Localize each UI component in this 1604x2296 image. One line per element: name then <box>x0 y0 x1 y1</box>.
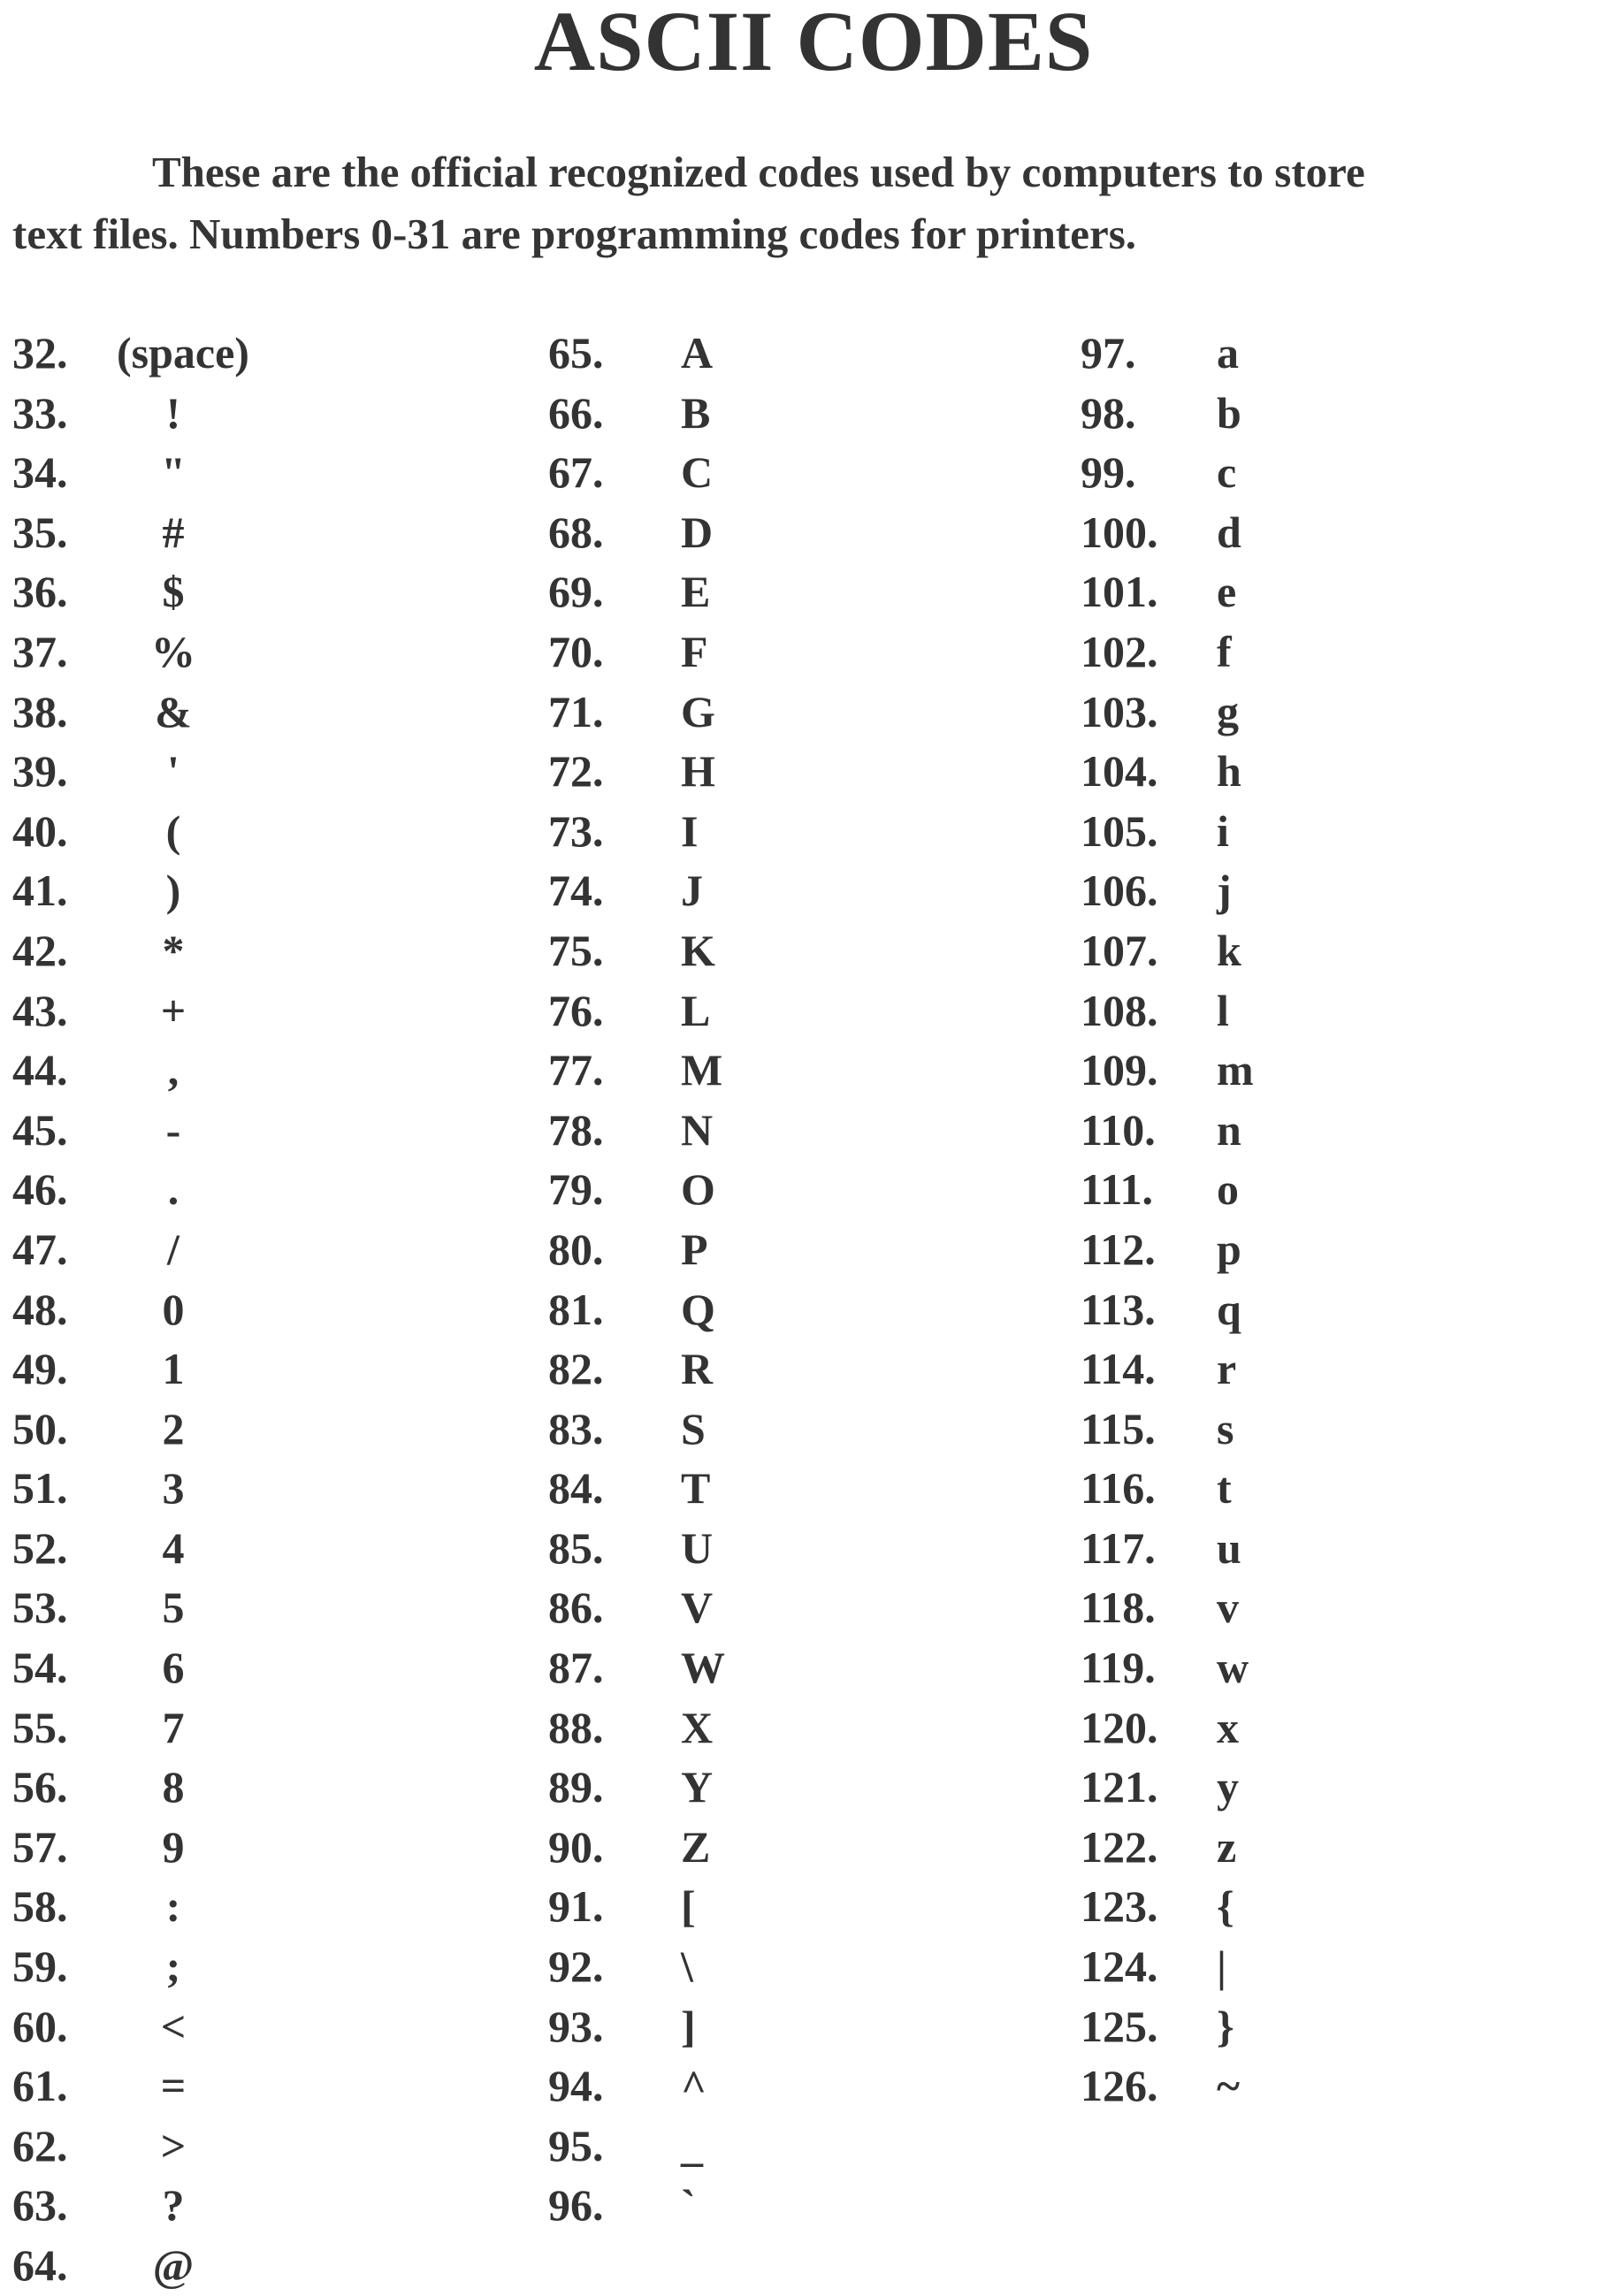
ascii-character: ] <box>681 2001 696 2051</box>
ascii-character: \ <box>681 1941 693 1992</box>
ascii-code-number: 69. <box>548 567 604 617</box>
ascii-character: U <box>681 1522 714 1573</box>
ascii-character: h <box>1217 746 1241 797</box>
ascii-code-number: 111. <box>1081 1164 1153 1215</box>
ascii-character: j <box>1217 866 1232 916</box>
ascii-code-number: 125. <box>1081 2001 1158 2051</box>
ascii-entry <box>12 622 249 683</box>
ascii-code-number: 104. <box>1081 746 1158 797</box>
ascii-entry <box>12 384 249 444</box>
ascii-code-number: 118. <box>1081 1583 1156 1633</box>
ascii-code-number: 45. <box>12 1104 68 1155</box>
document-title: ASCII CODES <box>533 0 1094 88</box>
ascii-entry <box>548 1937 760 1997</box>
ascii-character: ! <box>165 387 181 438</box>
ascii-entry <box>548 384 760 444</box>
ascii-character: { <box>1217 1881 1234 1932</box>
ascii-code-number: 41. <box>12 866 68 916</box>
ascii-code-number: 46. <box>12 1164 68 1215</box>
ascii-character: 8 <box>162 1762 185 1812</box>
ascii-entry <box>12 503 249 563</box>
ascii-code-number: 102. <box>1081 626 1158 676</box>
ascii-character: / <box>167 1224 179 1274</box>
ascii-character: ; <box>165 1941 181 1992</box>
ascii-character: 7 <box>162 1702 185 1752</box>
ascii-character: 2 <box>162 1403 185 1453</box>
ascii-code-number: 72. <box>548 746 604 797</box>
ascii-entry <box>12 2117 249 2177</box>
ascii-entry <box>548 861 760 921</box>
ascii-code-number: 60. <box>12 2001 68 2051</box>
ascii-code-number: 75. <box>548 925 604 975</box>
ascii-entry <box>548 622 760 683</box>
ascii-character: . <box>167 1164 179 1215</box>
ascii-character: v <box>1217 1583 1239 1633</box>
ascii-entry <box>12 683 249 743</box>
ascii-character: O <box>681 1164 715 1215</box>
ascii-entry <box>548 503 760 563</box>
ascii-entry <box>12 2176 249 2236</box>
ascii-character: r <box>1217 1344 1237 1394</box>
ascii-character: w <box>1217 1643 1249 1693</box>
ascii-character: ) <box>165 866 181 916</box>
ascii-character: [ <box>681 1881 696 1932</box>
ascii-code-number: 39. <box>12 746 68 797</box>
ascii-entry <box>1081 683 1287 743</box>
ascii-code-number: 67. <box>548 447 604 498</box>
ascii-code-number: 82. <box>548 1344 604 1394</box>
ascii-character: (space) <box>117 328 249 378</box>
ascii-code-number: 53. <box>12 1583 68 1633</box>
ascii-code-number: 108. <box>1081 985 1158 1035</box>
ascii-code-number: 94. <box>548 2061 604 2111</box>
ascii-entry <box>548 742 760 802</box>
ascii-entry <box>1081 1339 1287 1400</box>
ascii-code-number: 95. <box>548 2120 604 2170</box>
ascii-code-number: 78. <box>548 1104 604 1155</box>
ascii-code-number: 109. <box>1081 1045 1158 1095</box>
ascii-entry <box>12 324 249 384</box>
ascii-character: * <box>162 925 185 975</box>
ascii-code-number: 119. <box>1081 1643 1156 1693</box>
ascii-character: Q <box>681 1284 715 1334</box>
ascii-code-number: 80. <box>548 1224 604 1274</box>
ascii-character: z <box>1217 1821 1237 1872</box>
ascii-entry <box>548 1758 760 1818</box>
ascii-code-number: 88. <box>548 1702 604 1752</box>
ascii-character: W <box>681 1643 725 1693</box>
ascii-entry <box>12 1220 249 1280</box>
ascii-character: | <box>1217 1941 1227 1992</box>
ascii-entry <box>1081 1937 1287 1997</box>
ascii-character: C <box>681 447 714 498</box>
ascii-entry <box>1081 1818 1287 1878</box>
ascii-entry <box>548 1339 760 1400</box>
ascii-entry <box>12 1101 249 1161</box>
ascii-entry <box>1081 1160 1287 1220</box>
ascii-character: s <box>1217 1403 1234 1453</box>
intro-paragraph <box>12 141 1595 265</box>
ascii-code-number: 81. <box>548 1284 604 1334</box>
ascii-character: Y <box>681 1762 714 1812</box>
ascii-entry <box>12 1698 249 1758</box>
ascii-code-number: 116. <box>1081 1463 1156 1514</box>
ascii-code-number: 48. <box>12 1284 68 1334</box>
ascii-character: 6 <box>162 1643 185 1693</box>
ascii-character: u <box>1217 1522 1241 1573</box>
ascii-entry <box>1081 802 1287 862</box>
ascii-character: $ <box>162 567 185 617</box>
ascii-character: 3 <box>162 1463 185 1514</box>
ascii-code-number: 84. <box>548 1463 604 1514</box>
ascii-code-number: 74. <box>548 866 604 916</box>
ascii-entry <box>12 1160 249 1220</box>
ascii-character: ` <box>681 2180 696 2231</box>
ascii-entry <box>12 1459 249 1519</box>
ascii-entry <box>1081 1400 1287 1460</box>
ascii-code-number: 99. <box>1081 447 1136 498</box>
ascii-code-number: 124. <box>1081 1941 1158 1992</box>
ascii-code-number: 70. <box>548 626 604 676</box>
ascii-character: P <box>681 1224 708 1274</box>
ascii-code-number: 66. <box>548 387 604 438</box>
ascii-character: = <box>160 2061 187 2111</box>
ascii-entry <box>1081 742 1287 802</box>
ascii-character: " <box>161 447 186 498</box>
ascii-character: 0 <box>162 1284 185 1334</box>
ascii-code-number: 73. <box>548 805 604 856</box>
ascii-code-number: 58. <box>12 1881 68 1932</box>
ascii-entry <box>12 2056 249 2117</box>
ascii-code-number: 59. <box>12 1941 68 1992</box>
ascii-entry <box>548 1220 760 1280</box>
ascii-character: f <box>1217 626 1232 676</box>
ascii-entry <box>548 1698 760 1758</box>
ascii-entry <box>548 1041 760 1101</box>
ascii-character: > <box>160 2120 187 2170</box>
ascii-entry <box>1081 921 1287 981</box>
ascii-entry <box>1081 1997 1287 2057</box>
ascii-entry <box>1081 2056 1287 2117</box>
ascii-code-number: 47. <box>12 1224 68 1274</box>
ascii-character: 5 <box>162 1583 185 1633</box>
ascii-entry <box>548 1638 760 1698</box>
ascii-character: # <box>162 507 185 557</box>
ascii-code-number: 36. <box>12 567 68 617</box>
ascii-code-number: 115. <box>1081 1403 1156 1453</box>
ascii-character: t <box>1217 1463 1232 1514</box>
ascii-entry <box>548 921 760 981</box>
ascii-code-number: 79. <box>548 1164 604 1215</box>
ascii-code-number: 54. <box>12 1643 68 1693</box>
ascii-character: + <box>160 985 187 1035</box>
ascii-character: i <box>1217 805 1229 856</box>
ascii-code-number: 105. <box>1081 805 1158 856</box>
ascii-character: c <box>1217 447 1237 498</box>
ascii-code-number: 100. <box>1081 507 1158 557</box>
ascii-entry <box>12 1280 249 1340</box>
ascii-character: - <box>165 1104 181 1155</box>
ascii-character: a <box>1217 328 1239 378</box>
ascii-entry <box>1081 1758 1287 1818</box>
ascii-entry <box>548 562 760 622</box>
ascii-character: ' <box>167 746 179 797</box>
ascii-entry <box>12 1877 249 1937</box>
ascii-character: E <box>681 567 711 617</box>
ascii-code-number: 92. <box>548 1941 604 1992</box>
ascii-code-number: 38. <box>12 686 68 736</box>
ascii-code-number: 106. <box>1081 866 1158 916</box>
ascii-entry <box>548 324 760 384</box>
ascii-character: g <box>1217 686 1239 736</box>
ascii-entry <box>12 1400 249 1460</box>
ascii-entry <box>1081 1041 1287 1101</box>
ascii-entry <box>12 443 249 503</box>
ascii-entry <box>1081 1280 1287 1340</box>
ascii-code-number: 33. <box>12 387 68 438</box>
ascii-character: d <box>1217 507 1241 557</box>
ascii-entry <box>548 1400 760 1460</box>
ascii-character: D <box>681 507 714 557</box>
ascii-entry <box>1081 384 1287 444</box>
ascii-entry <box>1081 562 1287 622</box>
ascii-entry <box>548 802 760 862</box>
ascii-code-number: 113. <box>1081 1284 1156 1334</box>
ascii-code-number: 97. <box>1081 328 1136 378</box>
ascii-entry <box>548 1101 760 1161</box>
ascii-entry <box>548 1997 760 2057</box>
ascii-code-number: 86. <box>548 1583 604 1633</box>
ascii-code-number: 120. <box>1081 1702 1158 1752</box>
ascii-entry <box>12 1937 249 1997</box>
ascii-entry <box>548 1459 760 1519</box>
ascii-entry <box>12 1339 249 1400</box>
ascii-entry <box>1081 1220 1287 1280</box>
ascii-character: b <box>1217 387 1241 438</box>
ascii-entry <box>1081 1698 1287 1758</box>
ascii-code-number: 63. <box>12 2180 68 2231</box>
ascii-code-number: 83. <box>548 1403 604 1453</box>
ascii-character: I <box>681 805 699 856</box>
ascii-code-number: 43. <box>12 985 68 1035</box>
ascii-entry <box>12 1519 249 1579</box>
ascii-character: @ <box>152 2240 195 2290</box>
ascii-entry <box>12 562 249 622</box>
ascii-code-number: 77. <box>548 1045 604 1095</box>
ascii-code-number: 89. <box>548 1762 604 1812</box>
ascii-character: q <box>1217 1284 1241 1334</box>
ascii-entry <box>12 921 249 981</box>
ascii-character: ( <box>165 805 181 856</box>
ascii-entry <box>12 802 249 862</box>
ascii-entry <box>548 2176 760 2236</box>
ascii-code-number: 57. <box>12 1821 68 1872</box>
ascii-code-number: 117. <box>1081 1522 1156 1573</box>
ascii-code-number: 35. <box>12 507 68 557</box>
ascii-column-1 <box>12 324 249 2296</box>
ascii-code-number: 51. <box>12 1463 68 1514</box>
ascii-character: ? <box>162 2180 185 2231</box>
ascii-code-number: 85. <box>548 1522 604 1573</box>
ascii-code-number: 96. <box>548 2180 604 2231</box>
ascii-code-number: 114. <box>1081 1344 1156 1394</box>
ascii-character: 9 <box>162 1821 185 1872</box>
ascii-entry <box>548 1818 760 1878</box>
ascii-entry <box>1081 622 1287 683</box>
ascii-code-number: 93. <box>548 2001 604 2051</box>
ascii-entry <box>1081 1101 1287 1161</box>
ascii-character: 4 <box>162 1522 185 1573</box>
intro-line-2: text files. Numbers 0-31 are programming codes for printers. <box>12 210 1137 258</box>
ascii-entry <box>12 1041 249 1101</box>
ascii-entry <box>12 1758 249 1818</box>
ascii-character: e <box>1217 567 1237 617</box>
ascii-code-number: 40. <box>12 805 68 856</box>
ascii-character: N <box>681 1104 714 1155</box>
ascii-character: 1 <box>162 1344 185 1394</box>
ascii-entry <box>12 1818 249 1878</box>
ascii-character: M <box>681 1045 723 1095</box>
ascii-character: } <box>1217 2001 1234 2051</box>
ascii-entry <box>1081 503 1287 563</box>
ascii-entry <box>12 742 249 802</box>
ascii-code-number: 68. <box>548 507 604 557</box>
ascii-code-number: 55. <box>12 1702 68 1752</box>
ascii-character: L <box>681 985 711 1035</box>
ascii-character: S <box>681 1403 706 1453</box>
ascii-code-number: 110. <box>1081 1104 1156 1155</box>
ascii-character: V <box>681 1583 714 1633</box>
ascii-entry <box>548 1519 760 1579</box>
ascii-entry <box>1081 1578 1287 1638</box>
ascii-entry <box>1081 324 1287 384</box>
ascii-entry <box>12 981 249 1041</box>
ascii-entry <box>1081 1638 1287 1698</box>
ascii-code-number: 112. <box>1081 1224 1156 1274</box>
ascii-code-number: 32. <box>12 328 68 378</box>
ascii-character: ~ <box>1217 2061 1241 2111</box>
ascii-character: p <box>1217 1224 1241 1274</box>
intro-line-1: These are the official recognized codes used by computers to store <box>152 148 1365 196</box>
ascii-character: & <box>155 686 192 736</box>
ascii-code-number: 122. <box>1081 1821 1158 1872</box>
ascii-code-number: 37. <box>12 626 68 676</box>
ascii-entry <box>548 2117 760 2177</box>
ascii-entry <box>12 2236 249 2296</box>
ascii-character: X <box>681 1702 714 1752</box>
ascii-code-number: 87. <box>548 1643 604 1693</box>
ascii-entry <box>548 1877 760 1937</box>
ascii-entry <box>1081 443 1287 503</box>
ascii-code-number: 42. <box>12 925 68 975</box>
ascii-entry <box>12 1638 249 1698</box>
ascii-character: y <box>1217 1762 1239 1812</box>
ascii-character: l <box>1217 985 1229 1035</box>
ascii-code-number: 107. <box>1081 925 1158 975</box>
ascii-code-number: 101. <box>1081 567 1158 617</box>
ascii-entry <box>548 1578 760 1638</box>
ascii-entry <box>548 443 760 503</box>
ascii-code-number: 76. <box>548 985 604 1035</box>
ascii-code-number: 61. <box>12 2061 68 2111</box>
ascii-entry <box>1081 861 1287 921</box>
ascii-code-number: 52. <box>12 1522 68 1573</box>
ascii-character: A <box>681 328 714 378</box>
ascii-code-number: 90. <box>548 1821 604 1872</box>
ascii-character: H <box>681 746 715 797</box>
ascii-code-number: 98. <box>1081 387 1136 438</box>
ascii-code-number: 56. <box>12 1762 68 1812</box>
ascii-code-number: 50. <box>12 1403 68 1453</box>
ascii-character: _ <box>681 2120 703 2170</box>
ascii-entry <box>1081 1519 1287 1579</box>
ascii-entry <box>548 2056 760 2117</box>
ascii-code-number: 34. <box>12 447 68 498</box>
ascii-entry <box>1081 1459 1287 1519</box>
ascii-entry <box>1081 981 1287 1041</box>
ascii-entry <box>548 981 760 1041</box>
ascii-character: ^ <box>681 2061 707 2111</box>
ascii-character: n <box>1217 1104 1241 1155</box>
ascii-character: F <box>681 626 708 676</box>
ascii-character: R <box>681 1344 714 1394</box>
ascii-character: k <box>1217 925 1241 975</box>
ascii-character: Z <box>681 1821 711 1872</box>
ascii-code-number: 65. <box>548 328 604 378</box>
ascii-entry <box>1081 1877 1287 1937</box>
ascii-column-2 <box>548 324 760 2236</box>
ascii-character: K <box>681 925 715 975</box>
ascii-code-number: 91. <box>548 1881 604 1932</box>
ascii-character: T <box>681 1463 711 1514</box>
ascii-entry <box>12 1578 249 1638</box>
ascii-character: % <box>151 626 195 676</box>
ascii-character: : <box>165 1881 181 1932</box>
ascii-character: G <box>681 686 715 736</box>
ascii-character: B <box>681 387 711 438</box>
ascii-entry <box>548 683 760 743</box>
ascii-code-number: 103. <box>1081 686 1158 736</box>
ascii-entry <box>12 861 249 921</box>
ascii-column-3 <box>1081 324 1287 2117</box>
ascii-code-number: 123. <box>1081 1881 1158 1932</box>
ascii-character: o <box>1217 1164 1239 1215</box>
ascii-character: m <box>1217 1045 1254 1095</box>
ascii-code-number: 71. <box>548 686 604 736</box>
ascii-entry <box>548 1280 760 1340</box>
ascii-code-number: 121. <box>1081 1762 1158 1812</box>
ascii-code-number: 64. <box>12 2240 68 2290</box>
ascii-character: , <box>167 1045 179 1095</box>
ascii-code-number: 44. <box>12 1045 68 1095</box>
ascii-character: < <box>160 2001 187 2051</box>
ascii-entry <box>548 1160 760 1220</box>
ascii-character: x <box>1217 1702 1239 1752</box>
ascii-code-number: 126. <box>1081 2061 1158 2111</box>
ascii-character: J <box>681 866 703 916</box>
ascii-code-number: 62. <box>12 2120 68 2170</box>
ascii-entry <box>12 1997 249 2057</box>
ascii-code-number: 49. <box>12 1344 68 1394</box>
